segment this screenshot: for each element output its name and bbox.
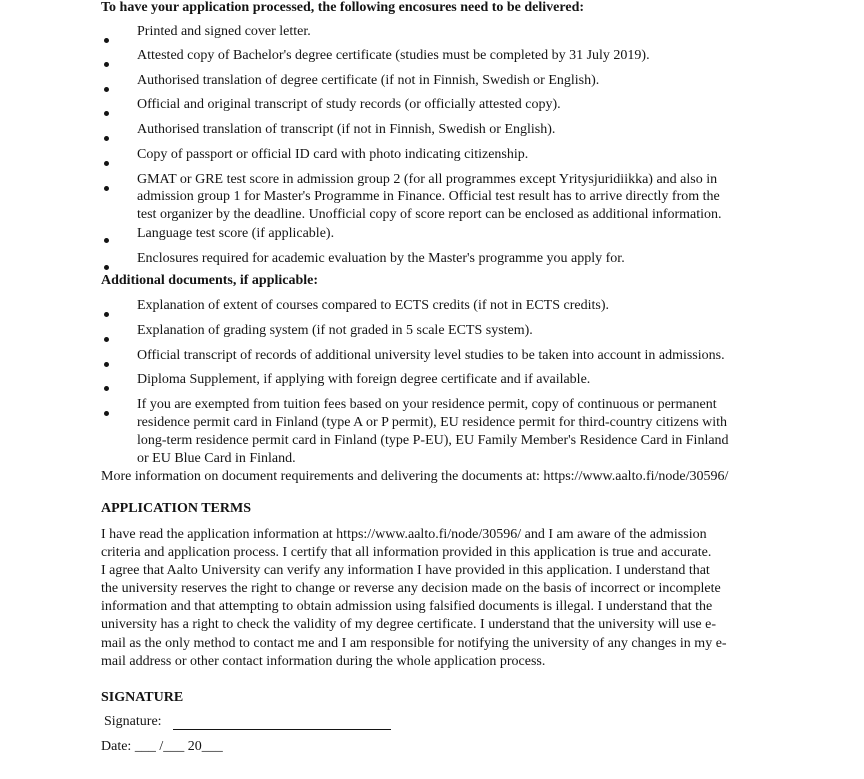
list-item-text: admission group 1 for Master's Programme in Finance. Official test result has to arrive directly from the — [137, 189, 720, 204]
bullet-icon — [104, 62, 109, 67]
bullet-icon — [104, 87, 109, 92]
bullet-icon — [104, 136, 109, 141]
bullet-icon — [104, 38, 109, 43]
bullet-icon — [104, 161, 109, 166]
list-item-text: or EU Blue Card in Finland. — [137, 451, 296, 466]
signature-blank-line — [173, 729, 391, 730]
list-item-text: Diploma Supplement, if applying with foreign degree certificate and if available. — [137, 372, 591, 387]
list-item-text: GMAT or GRE test score in admission group 2 (for all programmes except Yritysjuridiikka) and also in — [137, 172, 718, 187]
signature-label: Signature: — [104, 714, 162, 729]
additional-documents-heading: Additional documents, if applicable: — [101, 273, 319, 288]
bullet-icon — [104, 312, 109, 317]
list-item-text: If you are exempted from tuition fees based on your residence permit, copy of continuous or permanent — [137, 397, 717, 412]
list-item-text: residence permit card in Finland (type A or P permit), EU residence permit for third-country citizens with — [137, 415, 728, 430]
list-item-text: Explanation of grading system (if not graded in 5 scale ECTS system). — [137, 323, 533, 338]
list-item-text: Official and original transcript of study records (or officially attested copy). — [137, 97, 561, 112]
terms-line: mail as the only method to contact me and I am responsible for notifying the university of any changes in my e- — [101, 636, 727, 651]
bullet-icon — [104, 337, 109, 342]
application-terms-heading: APPLICATION TERMS — [101, 501, 252, 516]
list-item-text: Official transcript of records of additional university level studies to be taken into account in admissions. — [137, 348, 725, 363]
list-item-text: Printed and signed cover letter. — [137, 24, 311, 39]
bullet-icon — [104, 265, 109, 270]
list-item-text: Explanation of extent of courses compared to ECTS credits (if not in ECTS credits). — [137, 298, 609, 313]
terms-line: I agree that Aalto University can verify any information I have provided in this application. I understand that — [101, 563, 710, 578]
list-item-text: long-term residence permit card in Finland (type P-EU), EU Family Member's Residence Card in Finland — [137, 433, 729, 448]
list-item-text: Copy of passport or official ID card with photo indicating citizenship. — [137, 147, 529, 162]
more-info-text: More information on document requirements and delivering the documents at: https://www.aalto.fi/node/30596/ — [101, 469, 729, 484]
bullet-icon — [104, 411, 109, 416]
bullet-icon — [104, 386, 109, 391]
date-blanks: ___ /___ 20___ — [134, 739, 223, 754]
bullet-icon — [104, 186, 109, 191]
terms-line: mail address or other contact information during the whole application process. — [101, 654, 546, 669]
list-item-text: Enclosures required for academic evaluation by the Master's programme you apply for. — [137, 251, 625, 266]
terms-line: university has a right to check the validity of my degree certificate. I understand that the university will use e- — [101, 617, 717, 632]
terms-line: the university reserves the right to change or reverse any decision made on the basis of incorrect or incomplete — [101, 581, 721, 596]
terms-line: criteria and application process. I certify that all information provided in this application is true and accurate. — [101, 545, 712, 560]
bullet-icon — [104, 111, 109, 116]
terms-line: information and that attempting to obtain admission using falsified documents is illegal. I understand that the — [101, 599, 713, 614]
date-label: Date: — [101, 739, 135, 754]
date-row — [101, 738, 223, 756]
list-item-text: Authorised translation of transcript (if not in Finnish, Swedish or English). — [137, 122, 556, 137]
list-item-text: Authorised translation of degree certificate (if not in Finnish, Swedish or English). — [137, 73, 600, 88]
bullet-icon — [104, 238, 109, 243]
list-item-text: Attested copy of Bachelor's degree certificate (studies must be completed by 31 July 2019). — [137, 48, 650, 63]
signature-heading: SIGNATURE — [101, 690, 184, 705]
list-item-text: test organizer by the deadline. Unofficial copy of score report can be enclosed as additional information. — [137, 207, 722, 222]
bullet-icon — [104, 362, 109, 367]
list-item-text: Language test score (if applicable). — [137, 226, 335, 241]
terms-line: I have read the application information at https://www.aalto.fi/node/30596/ and I am aware of the admission — [101, 527, 707, 542]
enclosures-heading: To have your application processed, the following encosures need to be delivered: — [101, 0, 585, 15]
